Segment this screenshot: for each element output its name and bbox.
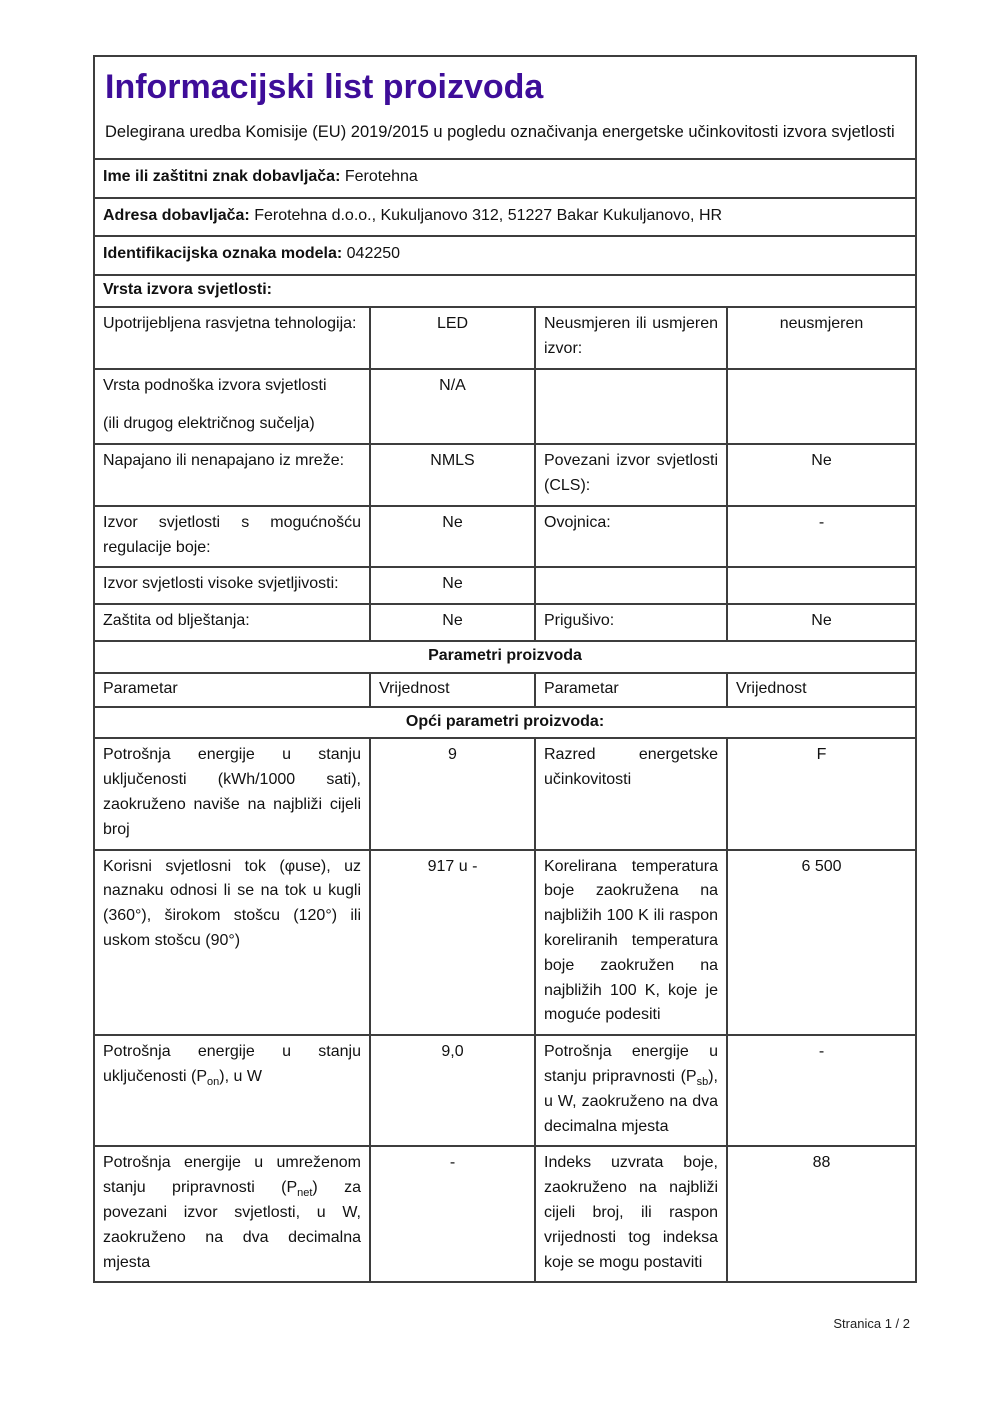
param-cell: Povezani izvor svjetlosti (CLS): [535, 444, 727, 506]
param-subscript: on [207, 1076, 220, 1089]
supplier-name-cell [94, 159, 916, 198]
value-cell: 917 u - [370, 850, 535, 1036]
table-row [94, 1146, 916, 1282]
value-cell: neusmjeren [727, 307, 916, 369]
param-text: ), u W [219, 1067, 262, 1085]
title-cell [94, 56, 916, 159]
type-section-header: Vrsta izvora svjetlosti: [94, 275, 916, 307]
param-cell: Potrošnja energije u stanju uključenosti (kWh/1000 sati), zaokruženo naviše na najbliži cijeli broj [94, 738, 370, 849]
param-cell [535, 567, 727, 604]
value-cell: 9,0 [370, 1035, 535, 1146]
param-cell: Prigušivo: [535, 604, 727, 641]
supplier-name-value: Ferotehna [344, 167, 418, 185]
param-cell [535, 1035, 727, 1146]
supplier-name-row [94, 159, 916, 198]
table-row [94, 567, 916, 604]
value-cell: - [727, 1035, 916, 1146]
table-row [94, 738, 916, 849]
type-section-header-row [94, 275, 916, 307]
value-cell: F [727, 738, 916, 849]
model-id-cell [94, 236, 916, 275]
value-cell: Ne [370, 567, 535, 604]
param-cell: Upotrijebljena rasvjetna tehnologija: [94, 307, 370, 369]
value-cell: LED [370, 307, 535, 369]
page-number: Stranica 1 / 2 [833, 1316, 910, 1331]
param-cell [94, 1035, 370, 1146]
param-cell: Izvor svjetlosti s mogućnošću regulacije boje: [94, 506, 370, 568]
page-subtitle: Delegirana uredba Komisije (EU) 2019/2015 u pogledu označivanja energetske učinkovitosti izvora svjetlosti [105, 122, 895, 141]
value-cell [727, 369, 916, 445]
value-cell: 6 500 [727, 850, 916, 1036]
table-row [94, 1035, 916, 1146]
value-cell: N/A [370, 369, 535, 445]
param-text: Potrošnja energije u stanju pripravnosti (P [544, 1043, 718, 1085]
value-cell: Ne [727, 444, 916, 506]
value-cell: - [727, 506, 916, 568]
table-row [94, 369, 916, 445]
value-cell: 88 [727, 1146, 916, 1282]
param-text: ) za povezani izvor svjetlosti, u W, zaokruženo na dva decimalna mjesta [103, 1179, 362, 1271]
value-cell: Ne [370, 604, 535, 641]
column-header: Parametar [535, 673, 727, 707]
model-id-value: 042250 [346, 245, 401, 263]
general-header-row [94, 707, 916, 739]
param-text: Potrošnja energije u stanju uključenosti (P [103, 1043, 361, 1085]
value-cell [727, 567, 916, 604]
page-title: Informacijski list proizvoda [105, 68, 544, 106]
param-cell [94, 1146, 370, 1282]
column-header: Parametar [94, 673, 370, 707]
column-header: Vrijednost [727, 673, 916, 707]
param-cell [535, 369, 727, 445]
value-cell: Ne [370, 506, 535, 568]
table-row [94, 506, 916, 568]
param-cell: Zaštita od blještanja: [94, 604, 370, 641]
title-row [94, 56, 916, 159]
param-text: ), u W, zaokruženo na dva decimalna mjesta [544, 1067, 718, 1135]
value-cell: NMLS [370, 444, 535, 506]
param-text: Potrošnja energije u umreženom stanju pripravnosti (P [103, 1154, 361, 1197]
param-cell: Korelirana temperatura boje zaokružena na najbližih 100 K ili raspon koreliranih temperatura boje zaokružen na najbližih 100 K, koje je moguće podesiti [535, 850, 727, 1036]
param-cell: Razred energetske učinkovitosti [535, 738, 727, 849]
param-cell: Indeks uzvrata boje, zaokruženo na najbliži cijeli broj, ili raspon vrijednosti tog indeksa koje se mogu postaviti [535, 1146, 727, 1282]
supplier-name-label: Ime ili zaštitni znak dobavljača: [103, 167, 341, 185]
column-header: Vrijednost [370, 673, 535, 707]
param-cell: Neusmjeren ili usmjeren izvor: [535, 307, 727, 369]
supplier-address-value: Ferotehna d.o.o., Kukuljanovo 312, 51227 Bakar Kukuljanovo, HR [254, 206, 723, 224]
table-row [94, 850, 916, 1036]
table-row [94, 604, 916, 641]
param-line-2: (ili drugog električnog sučelja) [103, 415, 315, 433]
product-information-table [93, 55, 917, 1283]
value-cell: - [370, 1146, 535, 1282]
param-cell: Korisni svjetlosni tok (φuse), uz naznaku odnosi li se na tok u kugli (360°), širokom stošcu (120°) ili uskom stošcu (90°) [94, 850, 370, 1036]
param-cell: Izvor svjetlosti visoke svjetljivosti: [94, 567, 370, 604]
column-header-row [94, 673, 916, 707]
supplier-address-label: Adresa dobavljača: [103, 206, 250, 224]
param-subscript: net [297, 1187, 313, 1200]
model-id-row [94, 236, 916, 275]
table-row [94, 307, 916, 369]
param-cell: Ovojnica: [535, 506, 727, 568]
param-cell: Napajano ili nenapajano iz mreže: [94, 444, 370, 506]
param-subscript: sb [696, 1076, 709, 1089]
model-id-label: Identifikacijska oznaka modela: [103, 245, 343, 263]
supplier-address-cell [94, 198, 916, 237]
parameters-header-row [94, 641, 916, 673]
value-cell: 9 [370, 738, 535, 849]
supplier-address-row [94, 198, 916, 237]
param-cell [94, 369, 370, 445]
value-cell: Ne [727, 604, 916, 641]
table-row [94, 444, 916, 506]
general-parameters-header: Opći parametri proizvoda: [94, 707, 916, 739]
param-line-1: Vrsta podnoška izvora svjetlosti [103, 376, 327, 394]
parameters-header: Parametri proizvoda [94, 641, 916, 673]
